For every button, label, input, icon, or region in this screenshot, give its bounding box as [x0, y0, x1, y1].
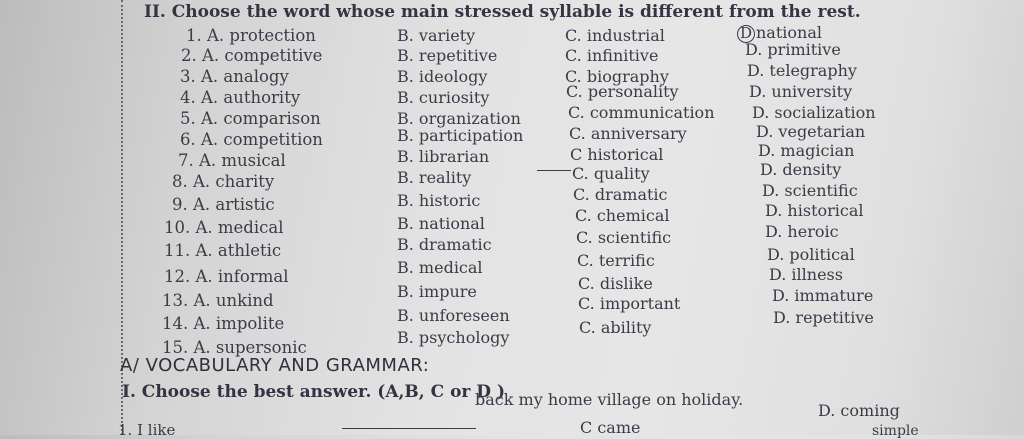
option-c: C. scientific [576, 228, 672, 247]
option-a: 8. A. charity [172, 172, 275, 191]
option-d: D. immature [772, 286, 874, 305]
section-title: A/ VOCABULARY AND GRAMMAR: [120, 355, 430, 376]
instruction-text: I. Choose the best answer. (A,B, C or D ) [122, 382, 506, 402]
partial-question: 1. I like [118, 421, 176, 439]
question-row [0, 61, 1024, 89]
option-c: C. biography [565, 67, 669, 86]
option-b: B. reality [397, 168, 472, 187]
option-c: C. chemical [575, 206, 670, 225]
option-b: B. organization [397, 109, 521, 128]
option-b: B. ideology [397, 67, 488, 86]
option-a: 2. A. competitive [181, 46, 323, 65]
option-a: 12. A. informal [164, 267, 289, 286]
option-b: B. unforeseen [397, 306, 510, 325]
option-d: D. coming [818, 401, 900, 420]
option-c: C. industrial [565, 26, 665, 45]
option-c: C. infinitive [565, 46, 659, 65]
option-a: 1. A. protection [186, 26, 316, 45]
option-c: C. terrific [577, 251, 655, 270]
answer-dash [537, 170, 571, 171]
option-b: B. participation [397, 126, 524, 145]
option-d: D. magician [758, 141, 855, 160]
option-d-word: national [756, 23, 822, 42]
question-row [0, 23, 1024, 48]
option-d: D. historical [765, 201, 864, 220]
exercise-heading: II. Choose the word whose main stressed syllable is different from the rest. [144, 2, 861, 22]
option-b: B. variety [397, 26, 476, 45]
option-c: C. anniversary [569, 124, 687, 143]
option-a: 5. A. comparison [180, 109, 321, 128]
option-d: D. density [760, 160, 842, 179]
option-c: C historical [570, 145, 664, 164]
option-b: B. psychology [397, 328, 510, 347]
option-b: B. historic [397, 191, 481, 210]
option-a: 15. A. supersonic [162, 338, 307, 357]
option-a: 10. A. medical [164, 218, 284, 237]
option-a: 9. A. artistic [172, 195, 275, 214]
sentence-fragment: back my home village on holiday. [475, 390, 744, 409]
option-b: B. dramatic [397, 235, 492, 254]
option-d: D. vegetarian [756, 122, 866, 141]
option-d: D. university [749, 82, 853, 101]
option-c: C. dramatic [573, 185, 668, 204]
option-b: B. curiosity [397, 88, 490, 107]
option-d: D. repetitive [773, 308, 874, 327]
option-c: C. quality [572, 164, 650, 183]
question-row [0, 141, 1024, 173]
option-c: C. dislike [578, 274, 653, 293]
option-d: D. socialization [752, 103, 876, 122]
option-d: D. scientific [762, 181, 858, 200]
option-d: D. political [767, 245, 855, 264]
option-a: 13. A. unkind [162, 291, 274, 310]
option-b: B. national [397, 214, 485, 233]
option-a: 3. A. analogy [180, 67, 289, 86]
option-b: B. librarian [397, 147, 490, 166]
partial-option: simple [872, 423, 919, 439]
option-a: 7. A. musical [178, 151, 286, 170]
option-b: B. repetitive [397, 46, 498, 65]
option-b: B. medical [397, 258, 483, 277]
option-a: 4. A. authority [180, 88, 301, 107]
option-d: D. telegraphy [747, 61, 857, 80]
question-row [0, 122, 1024, 152]
question-row [0, 40, 1024, 68]
option-a: 14. A. impolite [162, 314, 285, 333]
option-c: C. communication [568, 103, 715, 122]
option-c: C. important [578, 294, 681, 313]
option-d: D. illness [769, 265, 843, 284]
option-d: D. primitive [745, 40, 841, 59]
option-c: C. ability [579, 318, 652, 337]
answer-blank [342, 428, 476, 429]
option-d: D. heroic [765, 222, 839, 241]
option-a: 11. A. athletic [164, 241, 282, 260]
option-c: C came [580, 418, 641, 437]
option-c: C. personality [566, 82, 679, 101]
option-a: 6. A. competition [180, 130, 323, 149]
answer-circle: D [737, 25, 755, 43]
option-b: B. impure [397, 282, 477, 301]
